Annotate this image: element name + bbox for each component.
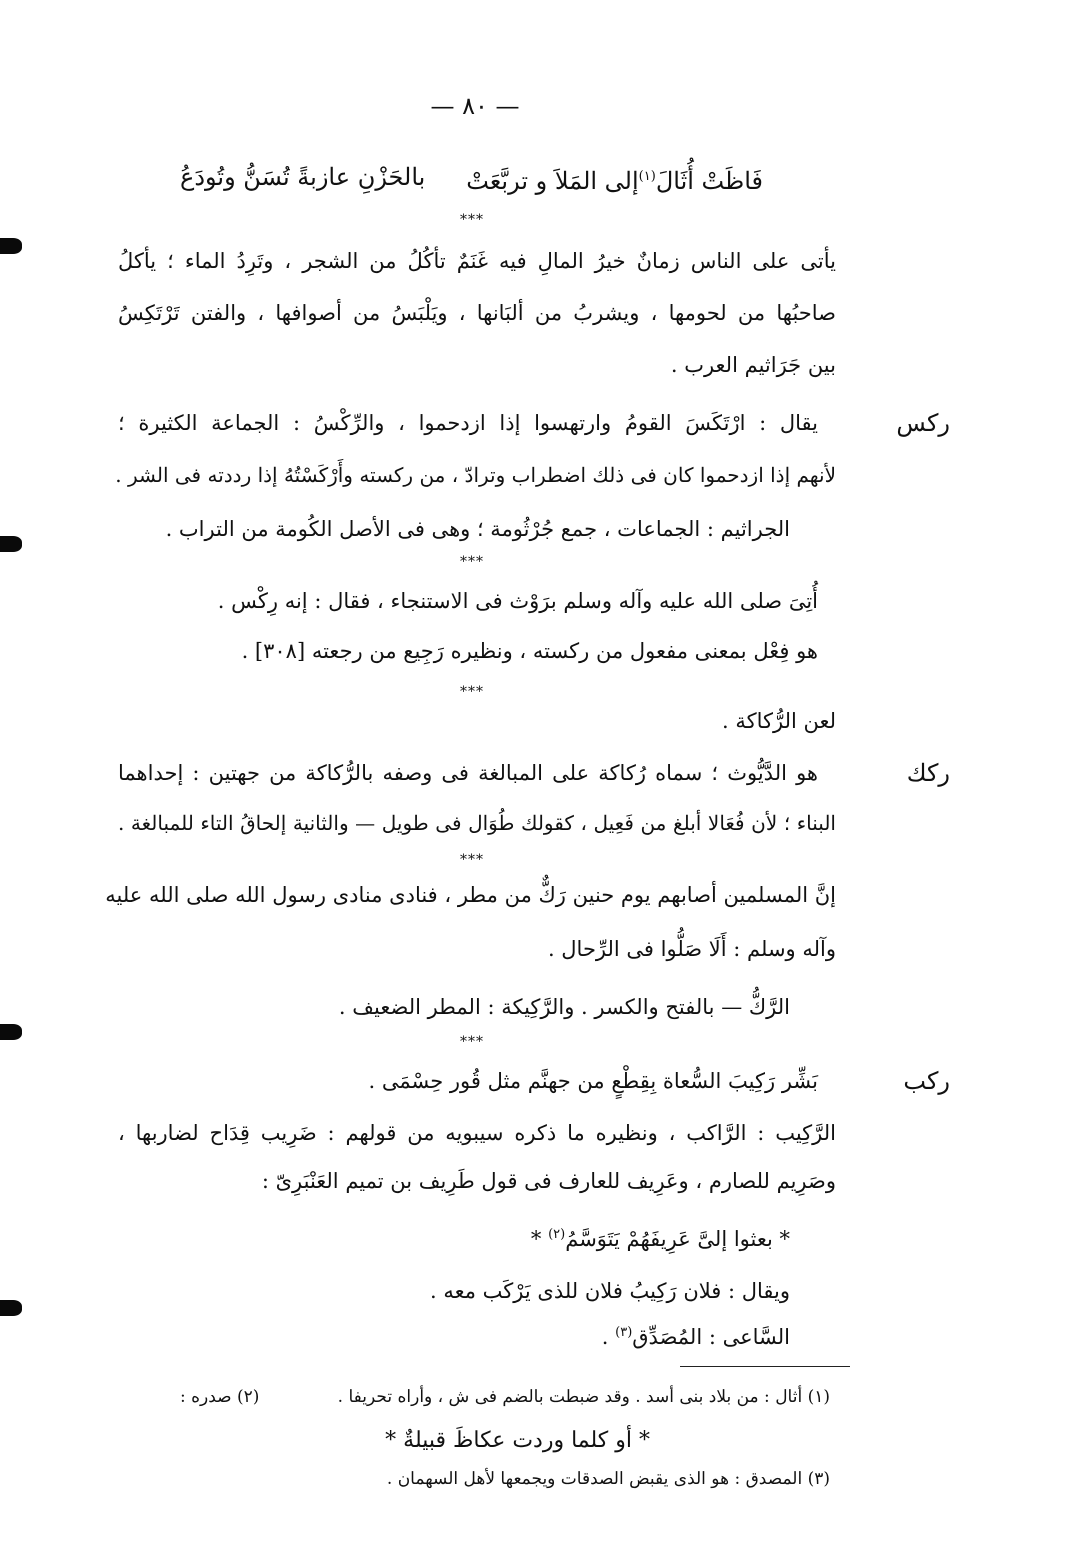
line-text: السَّاعى : المُصَدِّق bbox=[632, 1325, 790, 1349]
text-line: هو فِعْل بمعنى مفعول من ركسته ، ونظيره رَجِيع من رجعته [٣٠٨] . bbox=[241, 639, 818, 663]
verse-text: إلى المَلاَ و تربَّعَتْ bbox=[466, 167, 639, 195]
footnote-separator bbox=[680, 1366, 850, 1367]
footnote-3: (٣) المصدق : هو الذى يقبض الصدقات ويجمعها لأهل السهمان . bbox=[386, 1469, 830, 1489]
page-number: — ٨٠ — bbox=[430, 92, 520, 120]
binding-mark bbox=[0, 1024, 22, 1040]
section-separator: *** bbox=[460, 554, 484, 570]
text-line: بَشِّر رَكِيبَ السُّعاة بِقِطْعٍ من جهنَّم مثل قُور حِسْمَى . bbox=[368, 1069, 818, 1093]
text-line: الجراثيم : الجماعات ، جمع جُرْثُومة ؛ وهى فى الأصل الكُومة من التراب . bbox=[165, 517, 790, 541]
root-heading: ركب bbox=[903, 1067, 950, 1095]
binding-mark bbox=[0, 1300, 22, 1316]
root-heading: ركس bbox=[896, 409, 950, 437]
binding-mark bbox=[0, 536, 22, 552]
text-line: يقال : ارْتَكَسَ القومُ وارتهسوا إذا ازدحموا ، والرِّكْسُ : الجماعة الكثيرة ؛ bbox=[118, 411, 818, 435]
line-end-mark: . bbox=[601, 1325, 609, 1349]
text-line: الرَّكُّ — بالفتح والكسر . والرَّكِيكة : المطر الضعيف . bbox=[338, 995, 790, 1019]
footnote-ref-1: (١) bbox=[638, 169, 656, 184]
footnote-ref-3: (٣) bbox=[615, 1325, 633, 1340]
section-separator: *** bbox=[460, 684, 484, 700]
text-line: لعن الرُّكاكة . bbox=[721, 709, 836, 733]
text-line: ويقال : فلان رَكِيبُ فلان للذى يَرْكَب معه . bbox=[430, 1279, 790, 1303]
text-line: لأنهم إذا ازدحموا كان فى ذلك اضطراب وترادّ ، من ركسته وأَرْكَسْتُهُ إذا رددته فى الشر . bbox=[115, 463, 836, 487]
text-line: البناء ؛ لأن فُعَالا أبلغ من فَعِيل ، كقولك طُوَال فى طويل — والثانية إلحاقُ التاء للمبالغة . bbox=[118, 811, 836, 835]
verse-text: فَاظَتْ أُثَالَ bbox=[655, 167, 763, 195]
text-line: وآله وسلم : أَلَا صَلُّوا فى الرِّحال . bbox=[547, 937, 836, 961]
section-separator: *** bbox=[460, 1034, 484, 1050]
quoted-verse bbox=[531, 1220, 790, 1254]
footnote-1: (١) أثال : من بلاد بنى أسد . وقد ضبطت بالضم فى ش ، وأراه تحريفا . bbox=[337, 1387, 830, 1407]
verse-text: * بعثوا إلىَّ عَرِيفَهُمْ يَتَوَسَّمُ bbox=[565, 1227, 790, 1251]
text-line: أُتِىَ صلى الله عليه وآله وسلم برَوْث فى الاستنجاء ، فقال : إنه رِكْس . bbox=[217, 589, 818, 613]
text-line: هو الدَّيُّوث ؛ سماه رُكاكة على المبالغة فى وصفه بالرُّكاكة من جهتين : إحداهما bbox=[118, 761, 818, 785]
verse-end-mark: * bbox=[530, 1227, 542, 1251]
footnote-2: (٢) صدره : bbox=[180, 1387, 260, 1407]
text-line: بين جَرَاثيم العرب . bbox=[670, 353, 836, 377]
binding-mark bbox=[0, 238, 22, 254]
footnote-ref-2: (٢) bbox=[548, 1227, 566, 1242]
verse-second-hemistich: بالحَزْنِ عازبةً تُسَنُّ وتُودَعُ bbox=[180, 163, 426, 191]
text-line: إنَّ المسلمين أصابهم يوم حنين رَكٌّ من مطر ، فنادى منادى رسول الله صلى الله عليه bbox=[105, 883, 836, 907]
text-line: وصَرِيم للصارم ، وعَرِيف للعارف فى قول طَرِيف بن تميم العَنْبَرِىّ : bbox=[261, 1169, 836, 1193]
text-line: الرَّكِيب : الرَّاكب ، ونظيره ما ذكره سيبويه من قولهم : ضَرِيب قِدَاح لضاربها ، bbox=[118, 1121, 836, 1145]
text-line: صاحبُها من لحومها ، ويشربُ من ألبَانها ، ويَلْبَسُ من أصوافها ، والفتن تَرْتَكِسُ bbox=[118, 301, 836, 325]
text-line bbox=[602, 1318, 790, 1352]
section-separator: *** bbox=[460, 212, 484, 228]
verse-first-hemistich bbox=[466, 162, 763, 196]
text-line: يأتى على الناس زمانٌ خيرُ المالِ فيه غَنَمٌ تأكُلُ من الشجر ، وتَرِدُ الماء ؛ يأكلُ bbox=[118, 249, 836, 273]
section-separator: *** bbox=[460, 852, 484, 868]
footnote-verse: * أو كلما وردت عكاظَ قبيلةٌ * bbox=[385, 1428, 650, 1453]
root-heading: ركك bbox=[906, 759, 950, 787]
